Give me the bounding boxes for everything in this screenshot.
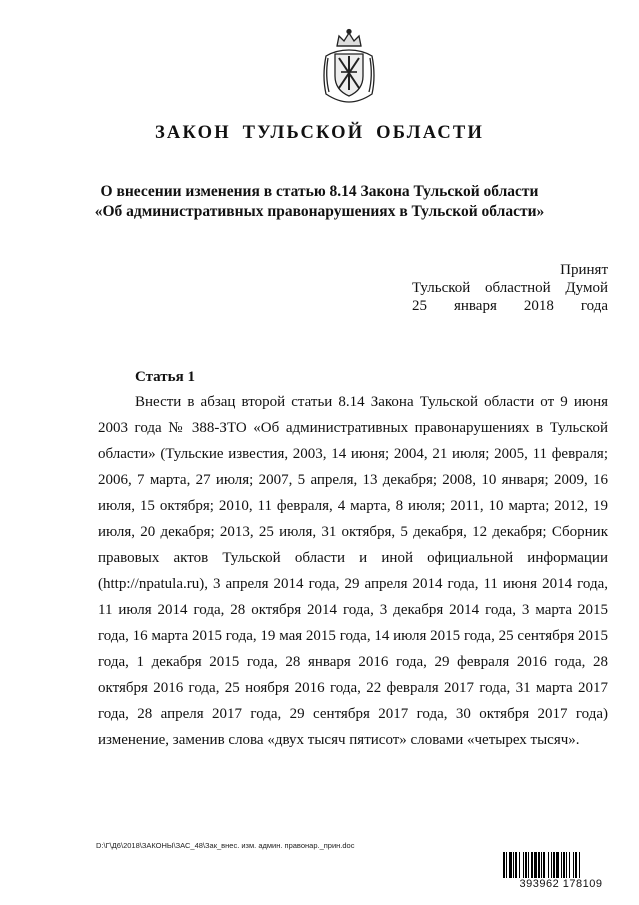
article-text-line: Внести в абзац второй статьи 8.14 Закона Тульской области от 9 июня [135,394,608,410]
barcode-number: 393962 178109 [519,878,603,890]
article-text-line: октября 2016 года, 25 ноября 2016 года, 22 февраля 2017 года, 31 марта 2017 [98,680,608,696]
article-text-line: года, 16 марта 2015 года, 19 мая 2015 года, 14 июля 2015 года, 25 сентября 2015 [98,628,608,644]
barcode-icon [502,852,620,878]
barcode-bar [523,852,524,878]
barcode-bar [541,852,542,878]
barcode-bar [573,852,574,878]
barcode-bar [548,852,549,878]
barcode-bar [528,852,529,878]
article-text-line: (http://npatula.ru), 3 апреля 2014 года, 29 апреля 2014 года, 11 июня 2014 года, [98,576,608,592]
barcode-bar [551,852,552,878]
file-path-footer: D:\Г\Д6\2018\ЗАКОНЫ\ЗАС_48\Зак_внес. изм. админ. правонар._прин.doc [96,841,355,850]
article-text-line: года, 28 апреля 2017 года, 29 сентября 2017 года, 30 октября 2017 года) [98,706,608,722]
barcode-bar [543,852,545,878]
barcode-bar [575,852,577,878]
article-text-line: июля, 15 октября; 2010, 11 февраля, 4 марта, 8 июля; 2011, 10 марта; 2012, 19 [98,498,608,514]
article-text-line: правовых актов Тульской области и иной официальной информации [98,550,608,566]
barcode-bar [519,852,520,878]
barcode-bar [556,852,559,878]
barcode-bar [561,852,562,878]
barcode-bar [513,852,514,878]
article-text-line: года, 1 декабря 2015 года, 28 января 2016 года, 29 февраля 2016 года, 28 [98,654,608,670]
adopted-by: Тульской областной Думой [412,280,608,296]
barcode-bar [515,852,517,878]
article-text-line: 11 июля 2014 года, 28 октября 2014 года, 3 декабря 2014 года, 3 марта 2015 [98,602,608,618]
barcode-bar [531,852,533,878]
article-heading: Статья 1 [135,369,195,385]
law-subtitle-line-2: «Об административных правонарушениях в Тульской области» [94,203,545,220]
article-text-line: области» (Тульские известия, 2003, 14 июня; 2004, 21 июля; 2005, 11 февраля; [98,446,608,462]
barcode-bar [525,852,527,878]
adopted-date: 25 января 2018 года [412,298,608,314]
coat-of-arms-icon [318,28,380,104]
barcode-bar [563,852,565,878]
barcode-bar [553,852,555,878]
law-title: ЗАКОН ТУЛЬСКОЙ ОБЛАСТИ [154,123,485,143]
barcode-bar [538,852,540,878]
adopted-label: Принят [560,262,608,278]
article-text-line: 2006, 7 марта, 27 июля; 2007, 5 апреля, 13 декабря; 2008, 10 января; 2009, 16 [98,472,608,488]
barcode-bar [579,852,580,878]
barcode [502,852,620,890]
law-subtitle-line-1: О внесении изменения в статью 8.14 Закона Тульской области [100,183,539,200]
barcode-bar [566,852,567,878]
barcode-bar [534,852,537,878]
barcode-bar [509,852,512,878]
barcode-bar [569,852,570,878]
article-text-line: июля, 20 декабря; 2013, 25 июля, 31 октября, 5 декабря, 12 декабря; Сборник [98,524,608,540]
barcode-bar [503,852,505,878]
article-text-line: 2003 года № 388-ЗТО «Об административных правонарушениях в Тульской [98,420,608,436]
article-text-line: изменение, заменив слова «двух тысяч пятисот» словами «четырех тысяч». [98,732,580,748]
barcode-bar [506,852,507,878]
